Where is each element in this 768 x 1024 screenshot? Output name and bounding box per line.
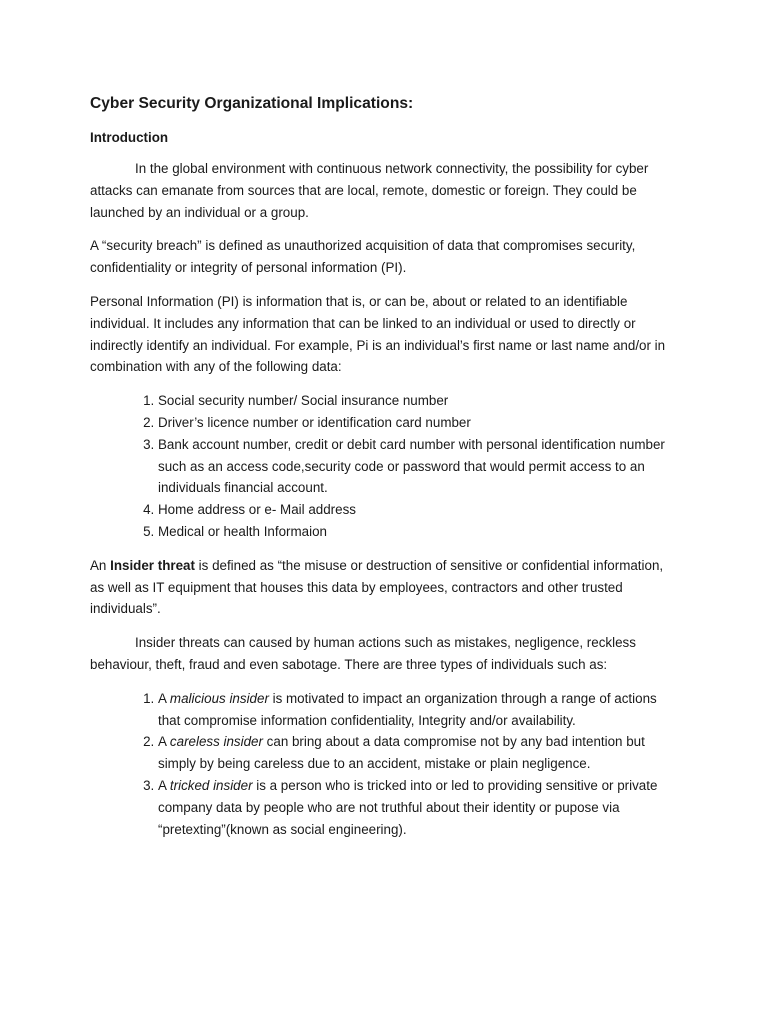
list-item — [158, 775, 680, 840]
list-item: 4. Home address or e- Mail address — [158, 499, 680, 521]
item-term: careless insider — [169, 734, 263, 750]
personal-information-paragraph: Personal Information (PI) is information that is, or can be, about or related to an identifiable individual. It includes any information that can be linked to an individual or used to directly or indirectly identify an individual. For example, Pi is an individual’s first name or last name and/or in combination with any of the following data: — [90, 293, 666, 375]
item-prefix: A — [158, 777, 170, 793]
item-prefix: A — [158, 690, 170, 706]
item-text: can bring about a data compromise not by any bad intention but simply by being careless due to an accident, mistake or plain negligence. — [158, 734, 645, 772]
insider-threat-prefix: An — [90, 557, 111, 573]
list-item: 3. Bank account number, credit or debit card number with personal identification number such as an access code,security code or password that would permit access to an individuals financial account. — [158, 434, 680, 499]
insider-threat-term: Insider threat — [110, 557, 195, 573]
list-item — [158, 731, 680, 775]
item-term: malicious insider — [169, 690, 269, 706]
item-term: tricked insider — [169, 777, 253, 793]
introduction-heading: Introduction — [90, 130, 169, 145]
list-item: 2. Driver’s licence number or identification card number — [158, 412, 680, 434]
document-title: Cyber Security Organizational Implications: — [90, 95, 414, 112]
item-prefix: A — [158, 734, 170, 750]
list-item: 5. Medical or health Informaion — [158, 521, 680, 543]
insider-types-list — [90, 688, 680, 841]
intro-paragraph: In the global environment with continuous network connectivity, the possibility for cyber attacks can emanate from sources that are local, remote, domestic or foreign. They could be launched by an individual or a group. — [90, 161, 649, 220]
insider-threat-definition: is defined as “the misuse or destruction of sensitive or confidential information, as well as IT equipment that houses this data by employees, contractors and other trusted individuals”. — [90, 557, 664, 617]
list-item: 1. Social security number/ Social insurance number — [158, 390, 680, 412]
item-text: is motivated to impact an organization through a range of actions that compromise information confidentiality, Integrity and/or availability. — [158, 690, 657, 728]
list-item — [158, 688, 680, 732]
item-text: is a person who is tricked into or led to providing sensitive or private company data by people who are not truthful about their identity or pupose via “pretexting”(known as social engineering). — [158, 777, 658, 837]
insider-threat-paragraph — [90, 555, 680, 620]
security-breach-paragraph: A “security breach” is defined as unauthorized acquisition of data that compromises security, confidentiality or integrity of personal information (PI). — [90, 238, 636, 276]
insider-causes-paragraph: Insider threats can caused by human actions such as mistakes, negligence, reckless behaviour, theft, fraud and even sabotage. There are three types of individuals such as: — [90, 635, 636, 672]
pi-data-list — [90, 390, 680, 543]
